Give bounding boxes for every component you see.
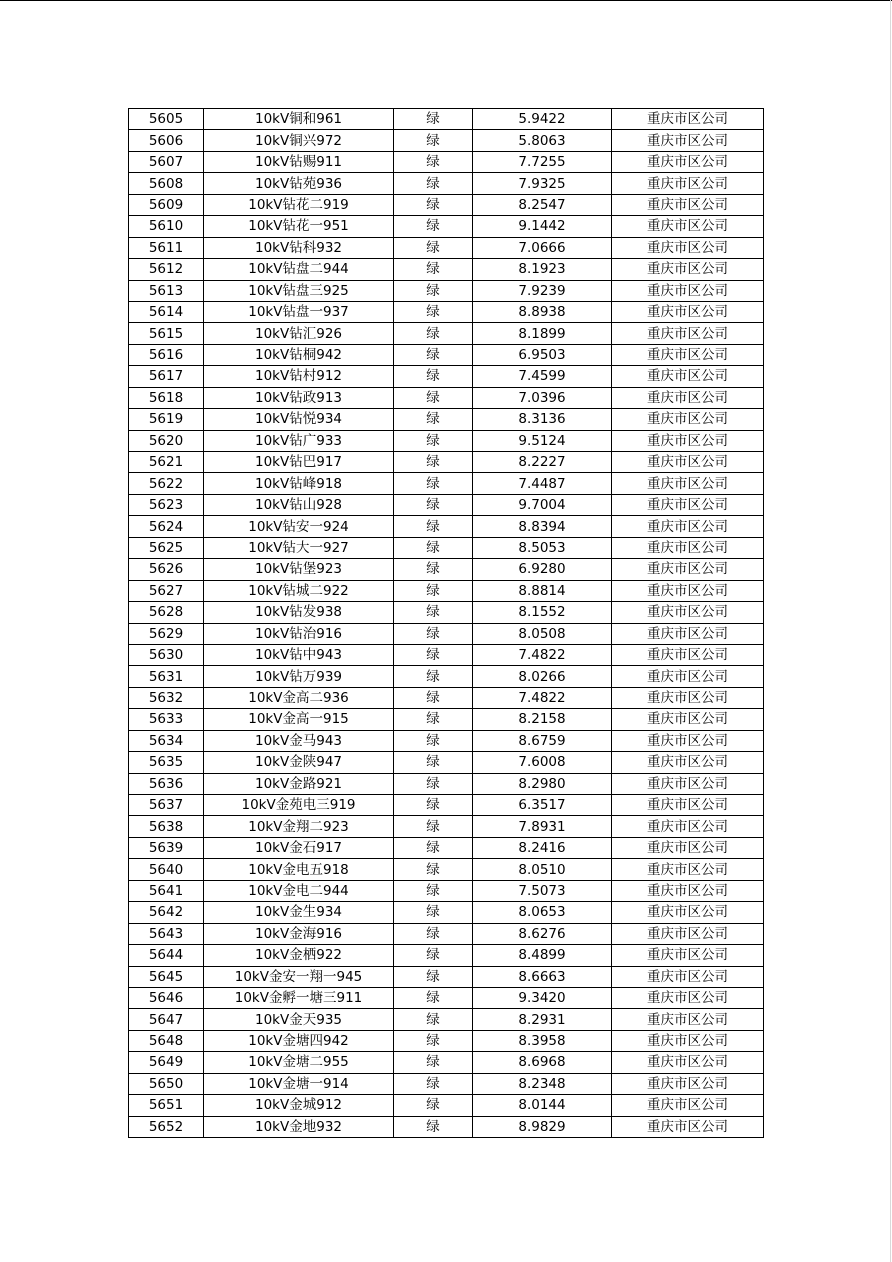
cell-company: 重庆市区公司	[612, 494, 764, 515]
cell-line-name: 10kV金塘四942	[204, 1030, 394, 1051]
cell-serial-no: 5629	[129, 623, 204, 644]
cell-company: 重庆市区公司	[612, 1073, 764, 1094]
cell-company: 重庆市区公司	[612, 409, 764, 430]
table-row	[129, 323, 764, 344]
table-row	[129, 666, 764, 687]
table-row	[129, 859, 764, 880]
table-row	[129, 837, 764, 858]
table-row	[129, 173, 764, 194]
cell-serial-no: 5624	[129, 516, 204, 537]
feeder-data-table	[128, 108, 764, 1138]
table-row	[129, 130, 764, 151]
cell-serial-no: 5613	[129, 280, 204, 301]
cell-company: 重庆市区公司	[612, 602, 764, 623]
cell-status: 绿	[394, 387, 473, 408]
cell-line-name: 10kV金电五918	[204, 859, 394, 880]
cell-value: 7.4599	[473, 366, 612, 387]
cell-company: 重庆市区公司	[612, 109, 764, 130]
cell-company: 重庆市区公司	[612, 237, 764, 258]
cell-company: 重庆市区公司	[612, 923, 764, 944]
cell-serial-no: 5605	[129, 109, 204, 130]
cell-line-name: 10kV钻中943	[204, 644, 394, 665]
cell-value: 8.6663	[473, 966, 612, 987]
cell-serial-no: 5622	[129, 473, 204, 494]
cell-company: 重庆市区公司	[612, 987, 764, 1008]
cell-line-name: 10kV钻安一924	[204, 516, 394, 537]
cell-status: 绿	[394, 859, 473, 880]
cell-line-name: 10kV金电二944	[204, 880, 394, 901]
cell-line-name: 10kV钻大一927	[204, 537, 394, 558]
cell-line-name: 10kV钻村912	[204, 366, 394, 387]
cell-value: 5.8063	[473, 130, 612, 151]
cell-line-name: 10kV钻盘二944	[204, 259, 394, 280]
cell-status: 绿	[394, 730, 473, 751]
cell-company: 重庆市区公司	[612, 902, 764, 923]
cell-company: 重庆市区公司	[612, 1009, 764, 1030]
cell-value: 7.4822	[473, 644, 612, 665]
cell-serial-no: 5642	[129, 902, 204, 923]
table-row	[129, 923, 764, 944]
cell-value: 6.9280	[473, 559, 612, 580]
cell-value: 7.7255	[473, 151, 612, 172]
cell-line-name: 10kV钻苑936	[204, 173, 394, 194]
cell-company: 重庆市区公司	[612, 1095, 764, 1116]
cell-value: 7.9239	[473, 280, 612, 301]
cell-value: 8.2980	[473, 773, 612, 794]
table-row	[129, 537, 764, 558]
table-row	[129, 880, 764, 901]
cell-serial-no: 5619	[129, 409, 204, 430]
cell-serial-no: 5640	[129, 859, 204, 880]
cell-line-name: 10kV金苑电三919	[204, 795, 394, 816]
cell-line-name: 10kV钻盘三925	[204, 280, 394, 301]
cell-company: 重庆市区公司	[612, 151, 764, 172]
cell-serial-no: 5625	[129, 537, 204, 558]
cell-company: 重庆市区公司	[612, 1030, 764, 1051]
table-row	[129, 559, 764, 580]
cell-status: 绿	[394, 709, 473, 730]
table-row	[129, 430, 764, 451]
cell-serial-no: 5631	[129, 666, 204, 687]
cell-serial-no: 5612	[129, 259, 204, 280]
cell-line-name: 10kV钻盘一937	[204, 301, 394, 322]
cell-status: 绿	[394, 516, 473, 537]
cell-line-name: 10kV金翔二923	[204, 816, 394, 837]
cell-value: 8.8394	[473, 516, 612, 537]
cell-status: 绿	[394, 1009, 473, 1030]
cell-value: 9.7004	[473, 494, 612, 515]
cell-line-name: 10kV金高一915	[204, 709, 394, 730]
cell-status: 绿	[394, 687, 473, 708]
cell-company: 重庆市区公司	[612, 623, 764, 644]
cell-status: 绿	[394, 430, 473, 451]
cell-value: 7.6008	[473, 752, 612, 773]
cell-line-name: 10kV金石917	[204, 837, 394, 858]
table-row	[129, 452, 764, 473]
cell-line-name: 10kV铜和961	[204, 109, 394, 130]
cell-status: 绿	[394, 173, 473, 194]
cell-serial-no: 5641	[129, 880, 204, 901]
table-row	[129, 301, 764, 322]
cell-company: 重庆市区公司	[612, 709, 764, 730]
table-row	[129, 409, 764, 430]
cell-status: 绿	[394, 1030, 473, 1051]
cell-serial-no: 5626	[129, 559, 204, 580]
table-row	[129, 730, 764, 751]
cell-company: 重庆市区公司	[612, 452, 764, 473]
table-row	[129, 752, 764, 773]
cell-status: 绿	[394, 194, 473, 215]
table-row	[129, 644, 764, 665]
cell-serial-no: 5611	[129, 237, 204, 258]
cell-value: 7.0396	[473, 387, 612, 408]
cell-company: 重庆市区公司	[612, 559, 764, 580]
table-row	[129, 1095, 764, 1116]
cell-line-name: 10kV钻悦934	[204, 409, 394, 430]
table-row	[129, 945, 764, 966]
cell-company: 重庆市区公司	[612, 473, 764, 494]
cell-status: 绿	[394, 473, 473, 494]
cell-serial-no: 5648	[129, 1030, 204, 1051]
cell-serial-no: 5634	[129, 730, 204, 751]
cell-line-name: 10kV钻山928	[204, 494, 394, 515]
cell-serial-no: 5638	[129, 816, 204, 837]
cell-status: 绿	[394, 837, 473, 858]
cell-line-name: 10kV钻广933	[204, 430, 394, 451]
cell-company: 重庆市区公司	[612, 323, 764, 344]
table-row	[129, 687, 764, 708]
cell-line-name: 10kV铜兴972	[204, 130, 394, 151]
cell-company: 重庆市区公司	[612, 816, 764, 837]
cell-company: 重庆市区公司	[612, 280, 764, 301]
cell-company: 重庆市区公司	[612, 301, 764, 322]
cell-value: 8.9829	[473, 1116, 612, 1137]
cell-value: 8.2931	[473, 1009, 612, 1030]
cell-status: 绿	[394, 452, 473, 473]
cell-serial-no: 5615	[129, 323, 204, 344]
cell-value: 8.3958	[473, 1030, 612, 1051]
cell-company: 重庆市区公司	[612, 537, 764, 558]
cell-value: 7.0666	[473, 237, 612, 258]
cell-serial-no: 5627	[129, 580, 204, 601]
cell-company: 重庆市区公司	[612, 516, 764, 537]
cell-status: 绿	[394, 923, 473, 944]
cell-serial-no: 5650	[129, 1073, 204, 1094]
cell-company: 重庆市区公司	[612, 730, 764, 751]
table-row	[129, 194, 764, 215]
cell-line-name: 10kV钻科932	[204, 237, 394, 258]
table-row	[129, 795, 764, 816]
cell-serial-no: 5616	[129, 344, 204, 365]
cell-status: 绿	[394, 902, 473, 923]
table-row	[129, 109, 764, 130]
cell-value: 8.0510	[473, 859, 612, 880]
cell-line-name: 10kV钻汇926	[204, 323, 394, 344]
cell-serial-no: 5647	[129, 1009, 204, 1030]
cell-line-name: 10kV钻发938	[204, 602, 394, 623]
cell-value: 8.6968	[473, 1052, 612, 1073]
cell-line-name: 10kV钻政913	[204, 387, 394, 408]
cell-status: 绿	[394, 366, 473, 387]
cell-serial-no: 5646	[129, 987, 204, 1008]
cell-company: 重庆市区公司	[612, 580, 764, 601]
table-body	[129, 109, 764, 1138]
cell-company: 重庆市区公司	[612, 687, 764, 708]
cell-value: 7.4487	[473, 473, 612, 494]
cell-status: 绿	[394, 130, 473, 151]
cell-status: 绿	[394, 344, 473, 365]
cell-status: 绿	[394, 644, 473, 665]
cell-status: 绿	[394, 259, 473, 280]
cell-value: 6.9503	[473, 344, 612, 365]
cell-value: 8.1899	[473, 323, 612, 344]
cell-value: 9.3420	[473, 987, 612, 1008]
cell-company: 重庆市区公司	[612, 1052, 764, 1073]
table-row	[129, 966, 764, 987]
cell-line-name: 10kV钻桐942	[204, 344, 394, 365]
cell-company: 重庆市区公司	[612, 1116, 764, 1137]
cell-value: 6.3517	[473, 795, 612, 816]
table-row	[129, 366, 764, 387]
cell-serial-no: 5628	[129, 602, 204, 623]
table-row	[129, 237, 764, 258]
cell-serial-no: 5644	[129, 945, 204, 966]
cell-company: 重庆市区公司	[612, 216, 764, 237]
cell-status: 绿	[394, 602, 473, 623]
cell-serial-no: 5609	[129, 194, 204, 215]
cell-value: 8.2348	[473, 1073, 612, 1094]
cell-value: 8.0653	[473, 902, 612, 923]
cell-line-name: 10kV金路921	[204, 773, 394, 794]
cell-value: 7.8931	[473, 816, 612, 837]
cell-serial-no: 5636	[129, 773, 204, 794]
cell-status: 绿	[394, 1095, 473, 1116]
cell-line-name: 10kV钻治916	[204, 623, 394, 644]
cell-company: 重庆市区公司	[612, 344, 764, 365]
cell-value: 5.9422	[473, 109, 612, 130]
cell-line-name: 10kV钻赐911	[204, 151, 394, 172]
cell-company: 重庆市区公司	[612, 966, 764, 987]
cell-serial-no: 5610	[129, 216, 204, 237]
cell-status: 绿	[394, 752, 473, 773]
cell-line-name: 10kV钻花二919	[204, 194, 394, 215]
cell-value: 8.2416	[473, 837, 612, 858]
table-row	[129, 344, 764, 365]
cell-line-name: 10kV金塘二955	[204, 1052, 394, 1073]
cell-value: 8.6759	[473, 730, 612, 751]
cell-value: 8.8938	[473, 301, 612, 322]
cell-line-name: 10kV钻花一951	[204, 216, 394, 237]
cell-serial-no: 5618	[129, 387, 204, 408]
cell-company: 重庆市区公司	[612, 194, 764, 215]
cell-status: 绿	[394, 945, 473, 966]
table-row	[129, 280, 764, 301]
table-row	[129, 709, 764, 730]
cell-line-name: 10kV金孵一塘三911	[204, 987, 394, 1008]
cell-serial-no: 5621	[129, 452, 204, 473]
cell-value: 8.8814	[473, 580, 612, 601]
table-row	[129, 516, 764, 537]
cell-value: 7.4822	[473, 687, 612, 708]
cell-serial-no: 5637	[129, 795, 204, 816]
cell-value: 9.1442	[473, 216, 612, 237]
table-row	[129, 602, 764, 623]
cell-status: 绿	[394, 537, 473, 558]
cell-serial-no: 5620	[129, 430, 204, 451]
cell-serial-no: 5635	[129, 752, 204, 773]
cell-company: 重庆市区公司	[612, 880, 764, 901]
cell-value: 8.6276	[473, 923, 612, 944]
cell-status: 绿	[394, 880, 473, 901]
cell-line-name: 10kV钻万939	[204, 666, 394, 687]
cell-serial-no: 5606	[129, 130, 204, 151]
cell-line-name: 10kV金高二936	[204, 687, 394, 708]
cell-company: 重庆市区公司	[612, 837, 764, 858]
cell-status: 绿	[394, 580, 473, 601]
cell-serial-no: 5651	[129, 1095, 204, 1116]
cell-company: 重庆市区公司	[612, 644, 764, 665]
cell-company: 重庆市区公司	[612, 795, 764, 816]
cell-line-name: 10kV钻堡923	[204, 559, 394, 580]
cell-value: 8.2227	[473, 452, 612, 473]
cell-status: 绿	[394, 216, 473, 237]
cell-status: 绿	[394, 773, 473, 794]
cell-line-name: 10kV金地932	[204, 1116, 394, 1137]
table-row	[129, 1073, 764, 1094]
cell-serial-no: 5645	[129, 966, 204, 987]
cell-serial-no: 5607	[129, 151, 204, 172]
cell-status: 绿	[394, 1116, 473, 1137]
cell-value: 8.2547	[473, 194, 612, 215]
cell-line-name: 10kV钻巴917	[204, 452, 394, 473]
cell-serial-no: 5652	[129, 1116, 204, 1137]
cell-serial-no: 5639	[129, 837, 204, 858]
cell-serial-no: 5632	[129, 687, 204, 708]
cell-serial-no: 5649	[129, 1052, 204, 1073]
cell-line-name: 10kV钻峰918	[204, 473, 394, 494]
table-row	[129, 151, 764, 172]
cell-status: 绿	[394, 795, 473, 816]
cell-company: 重庆市区公司	[612, 752, 764, 773]
cell-company: 重庆市区公司	[612, 130, 764, 151]
cell-status: 绿	[394, 987, 473, 1008]
cell-company: 重庆市区公司	[612, 859, 764, 880]
cell-status: 绿	[394, 966, 473, 987]
cell-company: 重庆市区公司	[612, 173, 764, 194]
cell-serial-no: 5608	[129, 173, 204, 194]
cell-line-name: 10kV金城912	[204, 1095, 394, 1116]
table-row	[129, 1009, 764, 1030]
cell-status: 绿	[394, 816, 473, 837]
cell-status: 绿	[394, 494, 473, 515]
table-row	[129, 623, 764, 644]
table-row	[129, 1030, 764, 1051]
cell-value: 7.5073	[473, 880, 612, 901]
cell-status: 绿	[394, 409, 473, 430]
cell-company: 重庆市区公司	[612, 387, 764, 408]
table-row	[129, 773, 764, 794]
table-row	[129, 216, 764, 237]
table-row	[129, 387, 764, 408]
cell-status: 绿	[394, 1073, 473, 1094]
cell-value: 8.1552	[473, 602, 612, 623]
table-row	[129, 987, 764, 1008]
cell-status: 绿	[394, 559, 473, 580]
cell-status: 绿	[394, 623, 473, 644]
cell-status: 绿	[394, 280, 473, 301]
table-row	[129, 580, 764, 601]
cell-line-name: 10kV钻城二922	[204, 580, 394, 601]
cell-serial-no: 5633	[129, 709, 204, 730]
cell-status: 绿	[394, 666, 473, 687]
cell-line-name: 10kV金天935	[204, 1009, 394, 1030]
page-top-border	[0, 0, 892, 1]
cell-status: 绿	[394, 301, 473, 322]
cell-company: 重庆市区公司	[612, 666, 764, 687]
cell-company: 重庆市区公司	[612, 430, 764, 451]
cell-line-name: 10kV金栖922	[204, 945, 394, 966]
cell-value: 7.9325	[473, 173, 612, 194]
cell-value: 8.2158	[473, 709, 612, 730]
cell-value: 8.3136	[473, 409, 612, 430]
cell-serial-no: 5614	[129, 301, 204, 322]
cell-status: 绿	[394, 151, 473, 172]
table-row	[129, 1116, 764, 1137]
cell-company: 重庆市区公司	[612, 773, 764, 794]
cell-line-name: 10kV金生934	[204, 902, 394, 923]
cell-value: 8.4899	[473, 945, 612, 966]
table-row	[129, 1052, 764, 1073]
cell-line-name: 10kV金塘一914	[204, 1073, 394, 1094]
cell-company: 重庆市区公司	[612, 366, 764, 387]
cell-value: 8.0144	[473, 1095, 612, 1116]
table-row	[129, 259, 764, 280]
cell-status: 绿	[394, 323, 473, 344]
cell-company: 重庆市区公司	[612, 945, 764, 966]
cell-serial-no: 5623	[129, 494, 204, 515]
cell-status: 绿	[394, 237, 473, 258]
cell-line-name: 10kV金马943	[204, 730, 394, 751]
cell-value: 8.5053	[473, 537, 612, 558]
table-row	[129, 816, 764, 837]
cell-status: 绿	[394, 1052, 473, 1073]
page-right-edge	[890, 0, 891, 1262]
cell-company: 重庆市区公司	[612, 259, 764, 280]
cell-value: 8.0508	[473, 623, 612, 644]
cell-line-name: 10kV金安一翔一945	[204, 966, 394, 987]
cell-line-name: 10kV金陕947	[204, 752, 394, 773]
table-row	[129, 473, 764, 494]
cell-serial-no: 5617	[129, 366, 204, 387]
table-row	[129, 902, 764, 923]
cell-serial-no: 5630	[129, 644, 204, 665]
cell-line-name: 10kV金海916	[204, 923, 394, 944]
cell-serial-no: 5643	[129, 923, 204, 944]
cell-value: 8.0266	[473, 666, 612, 687]
table-row	[129, 494, 764, 515]
cell-status: 绿	[394, 109, 473, 130]
cell-value: 9.5124	[473, 430, 612, 451]
cell-value: 8.1923	[473, 259, 612, 280]
